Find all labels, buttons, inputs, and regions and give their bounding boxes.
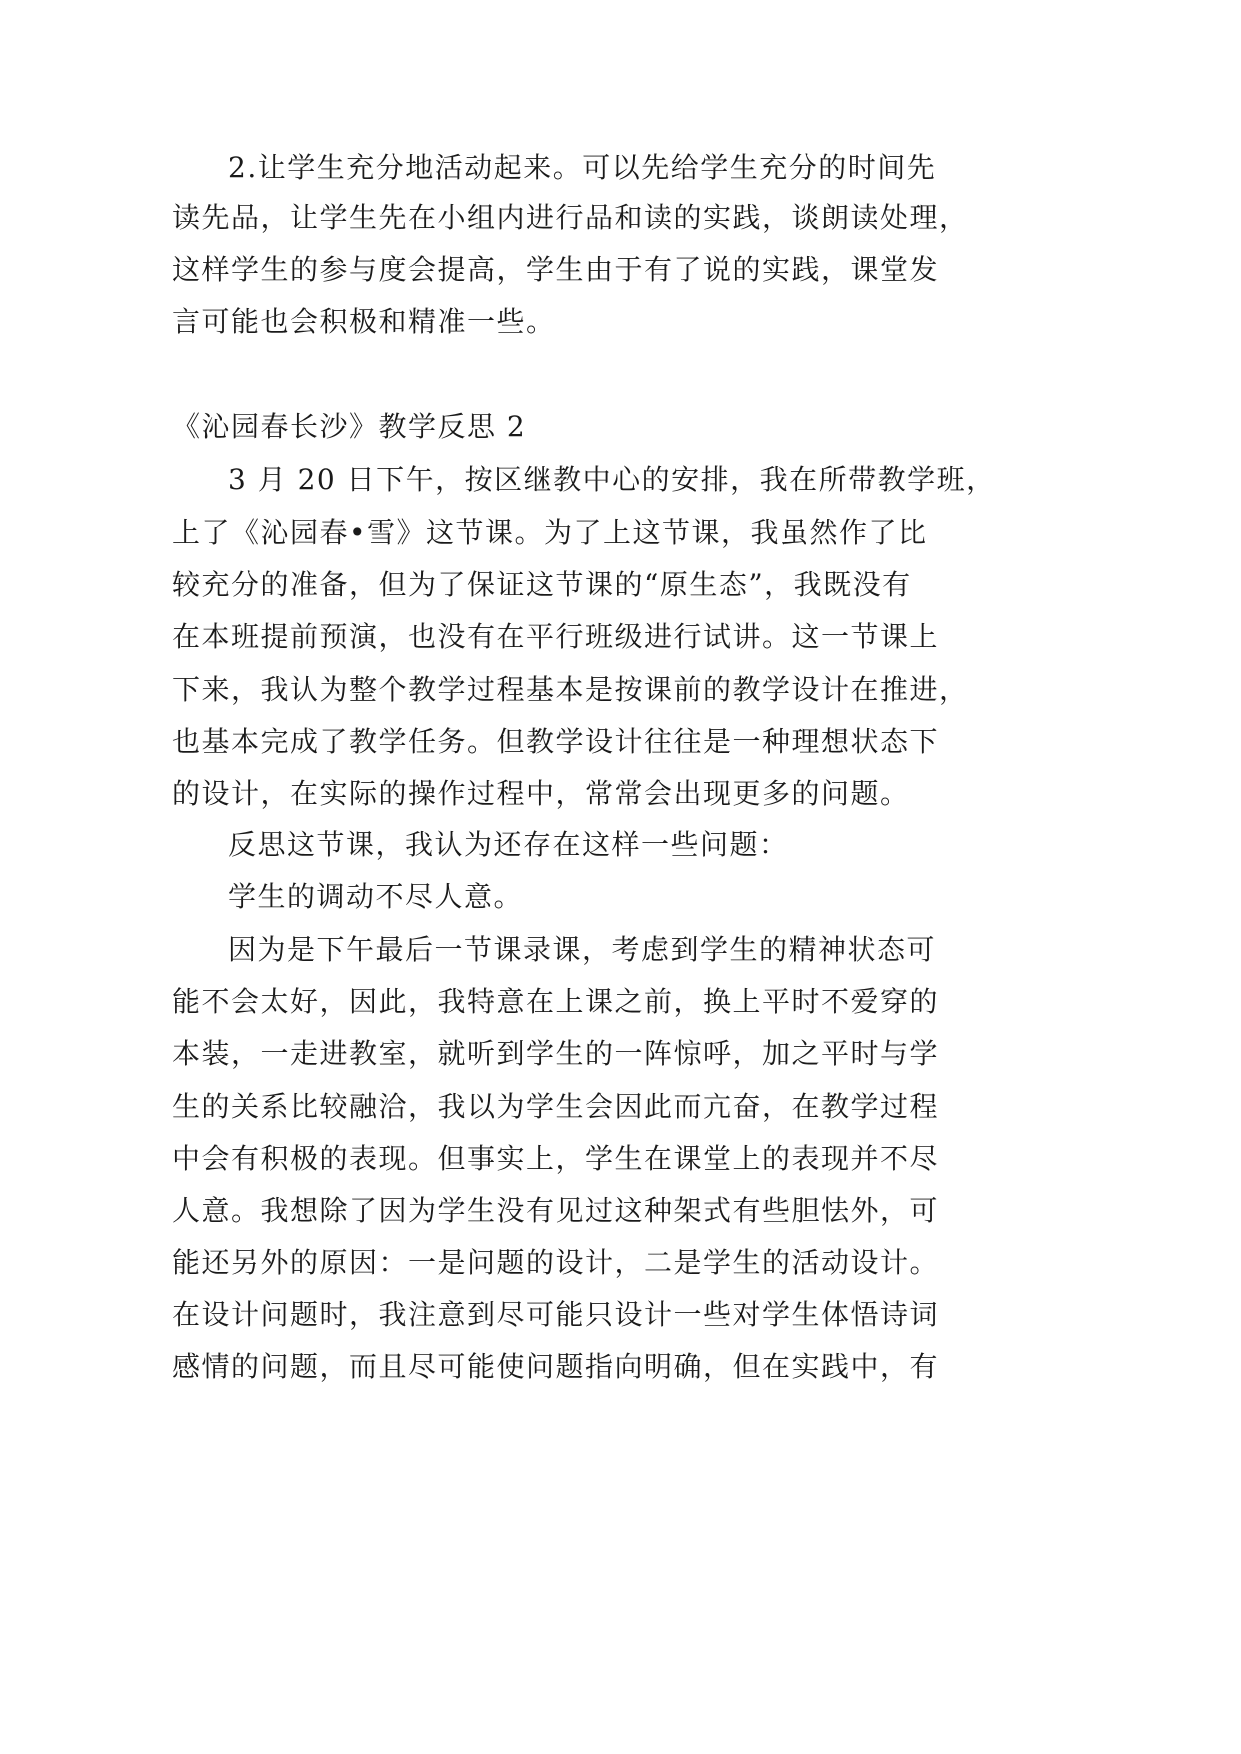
paragraph-line: 言可能也会积极和精准一些。	[172, 305, 556, 338]
paragraph-line: 能还另外的原因：一是问题的设计，二是学生的活动设计。	[172, 1246, 940, 1279]
section-title: 《沁园春长沙》教学反思 2	[172, 410, 527, 443]
paragraph-line: 感情的问题，而且尽可能使问题指向明确，但在实践中，有	[172, 1350, 940, 1383]
paragraph-line: 上了《沁园春•雪》这节课。为了上这节课，我虽然作了比	[172, 516, 928, 549]
paragraph-line: 能不会太好，因此，我特意在上课之前，换上平时不爱穿的	[172, 985, 940, 1018]
paragraph-line: 本装，一走进教室，就听到学生的一阵惊呼，加之平时与学	[172, 1037, 940, 1070]
paragraph-line: 3 月 20 日下午，按区继教中心的安排，我在所带教学班，	[228, 463, 996, 496]
paragraph-line: 这样学生的参与度会提高，学生由于有了说的实践，课堂发	[172, 253, 940, 286]
paragraph-line: 因为是下午最后一节课录课，考虑到学生的精神状态可	[228, 933, 937, 966]
paragraph-line: 也基本完成了教学任务。但教学设计往往是一种理想状态下	[172, 725, 940, 758]
paragraph-line: 生的关系比较融洽，我以为学生会因此而亢奋，在教学过程	[172, 1090, 940, 1123]
paragraph-line: 在设计问题时，我注意到尽可能只设计一些对学生体悟诗词	[172, 1298, 940, 1331]
paragraph-line: 中会有积极的表现。但事实上，学生在课堂上的表现并不尽	[172, 1142, 940, 1175]
paragraph-line: 读先品，让学生先在小组内进行品和读的实践，谈朗读处理，	[172, 201, 969, 234]
paragraph-line: 的设计，在实际的操作过程中，常常会出现更多的问题。	[172, 777, 910, 810]
paragraph-line: 学生的调动不尽人意。	[228, 880, 524, 913]
paragraph-line: 2.让学生充分地活动起来。可以先给学生充分的时间先	[228, 151, 937, 184]
paragraph-line: 人意。我想除了因为学生没有见过这种架式有些胆怯外，可	[172, 1194, 940, 1227]
paragraph-line: 在本班提前预演，也没有在平行班级进行试讲。这一节课上	[172, 620, 940, 653]
paragraph-line: 下来，我认为整个教学过程基本是按课前的教学设计在推进，	[172, 673, 969, 706]
paragraph-line: 较充分的准备，但为了保证这节课的“原生态”，我既没有	[172, 568, 912, 601]
paragraph-line: 反思这节课，我认为还存在这样一些问题：	[228, 828, 789, 861]
